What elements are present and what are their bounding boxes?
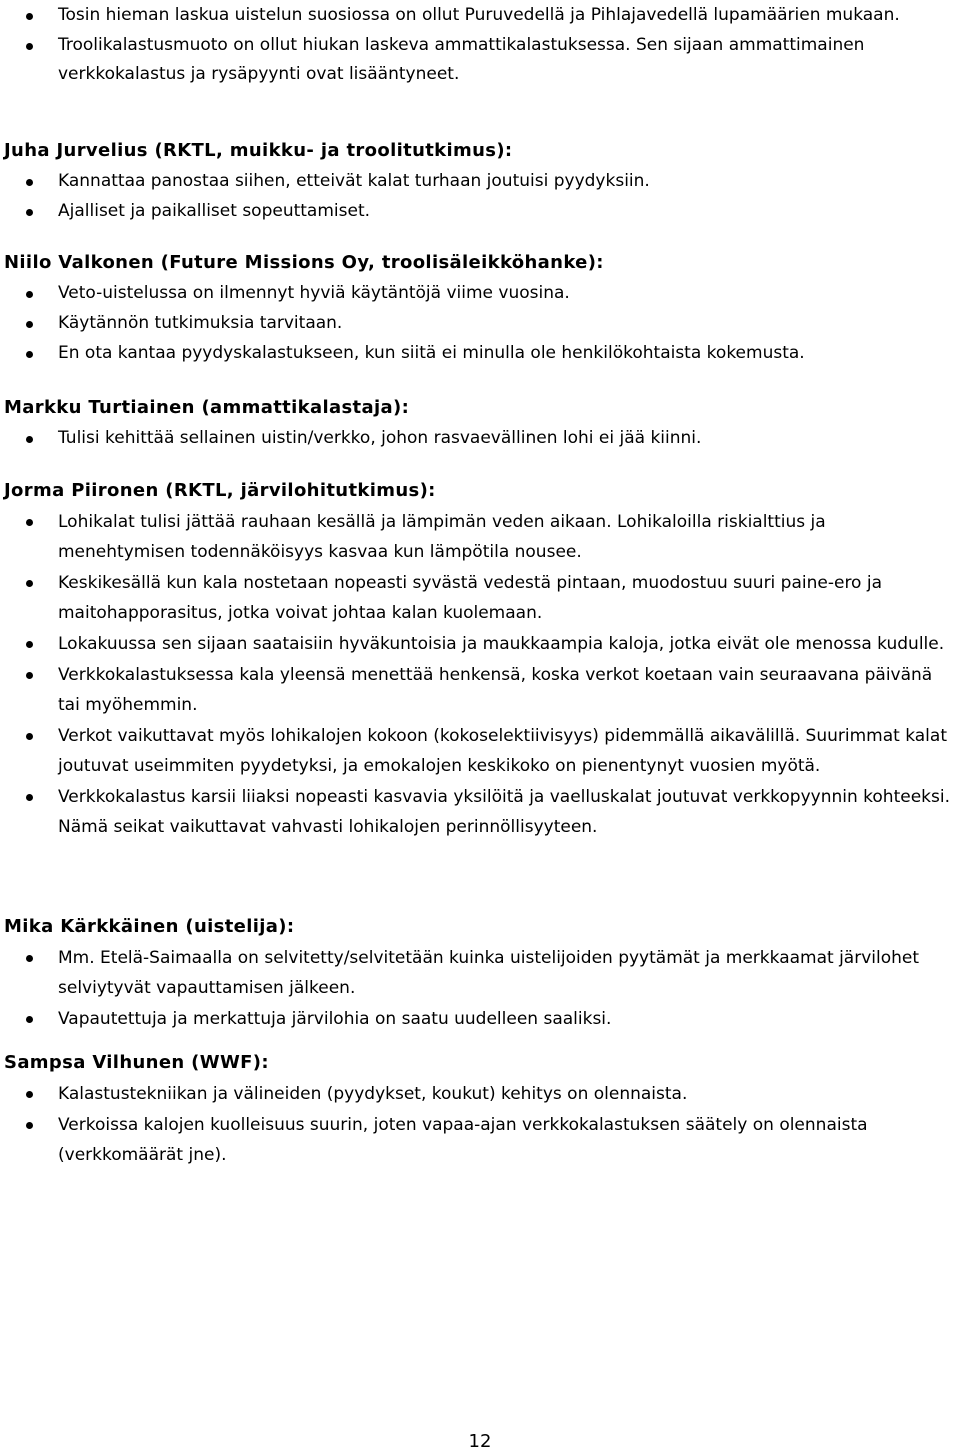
section-juha-jurvelius: [4, 136, 956, 226]
list-item: Mm. Etelä-Saimaalla on selvitetty/selvitetään kuinka uistelijoiden pyytämät ja merkkaamat järvilohet selviytyvät vapauttamisen jälkeen.: [4, 943, 956, 1003]
list-item: Verkkokalastuksessa kala yleensä menettää henkensä, koska verkot koetaan vain seuraavana päivänä tai myöhemmin.: [4, 660, 956, 720]
bullet-list: [4, 167, 956, 226]
bullet-list: [4, 1, 956, 89]
list-item: Tulisi kehittää sellainen uistin/verkko, johon rasvaevällinen lohi ei jää kiinni.: [4, 424, 956, 453]
bullet-icon: [26, 519, 33, 526]
bullet-icon: [26, 794, 33, 801]
list-item: Verkot vaikuttavat myös lohikalojen kokoon (kokoselektiivisyys) pidemmällä aikavälillä. Suurimmat kalat joutuvat useimmiten pyydetyksi, ja emokalojen keskikoko on pienentynyt vuosien myötä.: [4, 721, 956, 781]
bullet-icon: [26, 1122, 33, 1129]
bullet-icon: [26, 641, 33, 648]
bullet-list: [4, 943, 956, 1034]
section-heading: Jorma Piironen (RKTL, järvilohitutkimus):: [4, 480, 436, 501]
section-markku-turtiainen: [4, 393, 956, 453]
list-item: Verkoissa kalojen kuolleisuus suurin, joten vapaa-ajan verkkokalastuksen säätely on olennaista (verkkomäärät jne).: [4, 1110, 956, 1170]
list-item: Veto-uistelussa on ilmennyt hyviä käytäntöjä viime vuosina.: [4, 279, 956, 308]
bullet-icon: [26, 351, 33, 358]
list-item: Tosin hieman laskua uistelun suosiossa on ollut Puruvedellä ja Pihlajavedellä lupamäärien mukaan.: [4, 1, 956, 30]
bullet-icon: [26, 436, 33, 443]
bullet-icon: [26, 1091, 33, 1098]
section-heading: Sampsa Vilhunen (WWF):: [4, 1052, 269, 1073]
bullet-icon: [26, 43, 33, 50]
bullet-icon: [26, 733, 33, 740]
intro-section: [4, 0, 956, 89]
section-heading: Juha Jurvelius (RKTL, muikku- ja troolitutkimus):: [4, 140, 513, 161]
section-heading: Markku Turtiainen (ammattikalastaja):: [4, 397, 410, 418]
bullet-icon: [26, 955, 33, 962]
list-item: Kalastustekniikan ja välineiden (pyydykset, koukut) kehitys on olennaista.: [4, 1079, 956, 1109]
bullet-icon: [26, 209, 33, 216]
list-item: Kannattaa panostaa siihen, etteivät kalat turhaan joutuisi pyydyksiin.: [4, 167, 956, 196]
list-item: Keskikesällä kun kala nostetaan nopeasti syvästä vedestä pintaan, muodostuu suuri paine-ero ja maitohapporasitus, jotka voivat johtaa kalan kuolemaan.: [4, 568, 956, 628]
section-niilo-valkonen: [4, 248, 956, 368]
bullet-icon: [26, 321, 33, 328]
list-item: Käytännön tutkimuksia tarvitaan.: [4, 309, 956, 338]
section-mika-karkkainen: [4, 912, 956, 1034]
section-heading: Mika Kärkkäinen (uistelija):: [4, 916, 295, 937]
bullet-list: [4, 507, 956, 842]
bullet-icon: [26, 291, 33, 298]
page-number: 12: [468, 1431, 492, 1452]
section-sampsa-vilhunen: [4, 1048, 956, 1170]
bullet-list: [4, 1079, 956, 1170]
list-item: En ota kantaa pyydyskalastukseen, kun siitä ei minulla ole henkilökohtaista kokemusta.: [4, 339, 956, 368]
list-item: Verkkokalastus karsii liiaksi nopeasti kasvavia yksilöitä ja vaelluskalat joutuvat verkkopyynnin kohteeksi. Nämä seikat vaikuttavat vahvasti lohikalojen perinnöllisyyteen.: [4, 782, 956, 842]
bullet-list: [4, 424, 956, 453]
list-item: Troolikalastusmuoto on ollut hiukan laskeva ammattikalastuksessa. Sen sijaan ammattimainen verkkokalastus ja rysäpyynti ovat lisääntyneet.: [4, 31, 956, 89]
bullet-icon: [26, 1016, 33, 1023]
list-item: Ajalliset ja paikalliset sopeuttamiset.: [4, 197, 956, 226]
bullet-icon: [26, 13, 33, 20]
list-item: Lohikalat tulisi jättää rauhaan kesällä ja lämpimän veden aikaan. Lohikaloilla riskialttius ja menehtymisen todennäköisyys kasvaa kun lämpötila nousee.: [4, 507, 956, 567]
bullet-list: [4, 279, 956, 368]
list-item: Lokakuussa sen sijaan saataisiin hyväkuntoisia ja maukkaampia kaloja, jotka eivät ole menossa kudulle.: [4, 629, 956, 659]
bullet-icon: [26, 179, 33, 186]
section-heading: Niilo Valkonen (Future Missions Oy, troolisäleikköhanke):: [4, 252, 604, 273]
section-jorma-piironen: [4, 476, 956, 842]
bullet-icon: [26, 672, 33, 679]
bullet-icon: [26, 580, 33, 587]
list-item: Vapautettuja ja merkattuja järvilohia on saatu uudelleen saaliksi.: [4, 1004, 956, 1034]
